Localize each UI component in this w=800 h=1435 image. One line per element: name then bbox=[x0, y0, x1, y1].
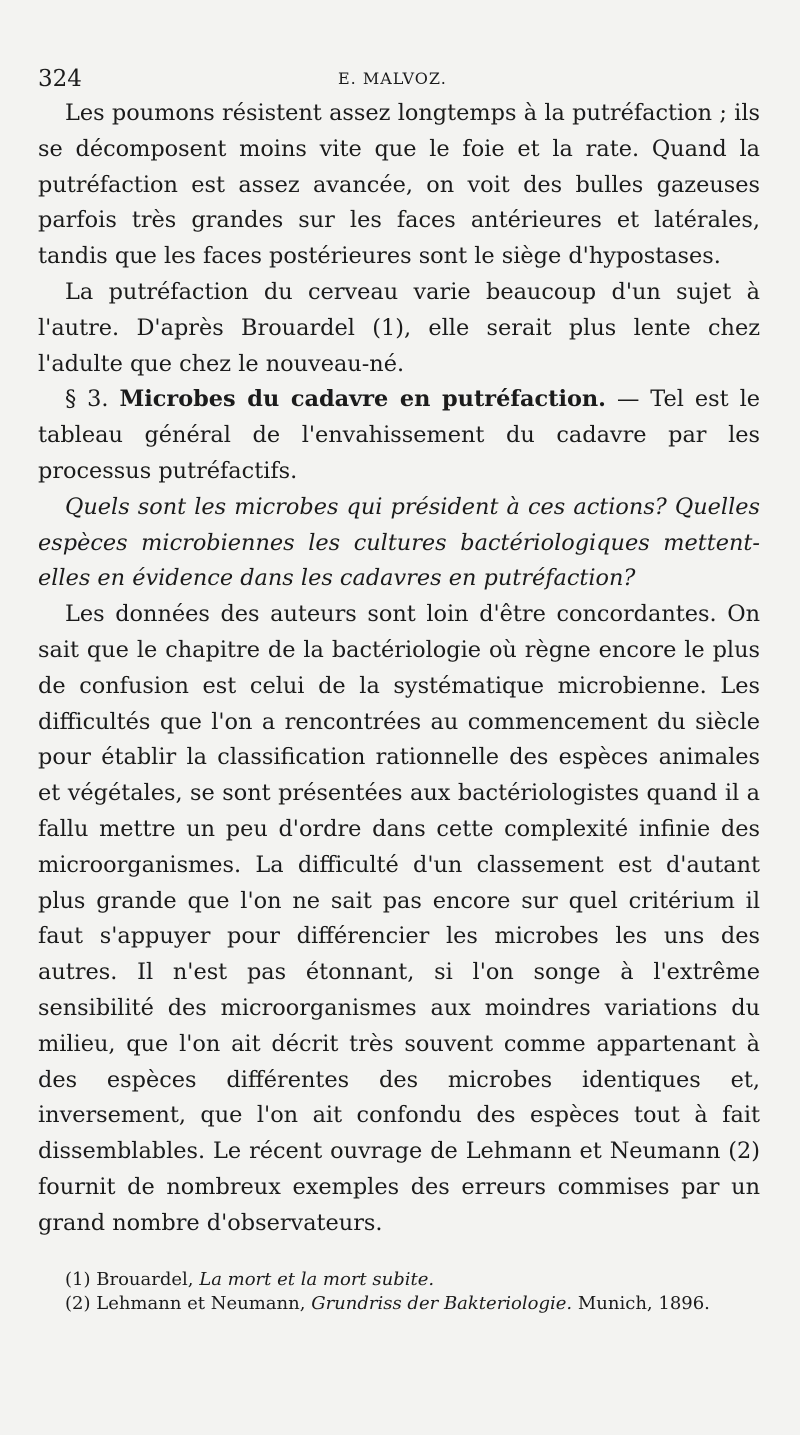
footnotes bbox=[38, 1268, 760, 1316]
footnote-2-author: Lehmann et Neumann, bbox=[96, 1292, 306, 1314]
footnote-1-title: La mort et la mort subite. bbox=[199, 1268, 435, 1290]
page-number: 324 bbox=[38, 66, 82, 92]
section-number: § 3. bbox=[65, 386, 109, 413]
body-text bbox=[38, 96, 760, 1242]
footnote-1-mark: (1) bbox=[65, 1268, 91, 1290]
page-header bbox=[38, 60, 760, 96]
paragraph-brain: La putréfaction du cerveau varie beaucoup d'un sujet à l'autre. D'après Brouardel (1), elle serait plus lente chez l'adulte que chez le nouveau-né. bbox=[38, 278, 760, 377]
footnote-1 bbox=[38, 1268, 760, 1292]
section-title: Microbes du cadavre en putréfaction. bbox=[119, 386, 606, 413]
paragraph-lungs: Les poumons résistent assez longtemps à la putréfaction ; ils se décomposent moins vite que le foie et la rate. Quand la putréfaction est assez avancée, on voit des bulles gazeuses parfois très grandes sur les faces antérieures et latérales, tandis que les faces postérieures sont le siège d'hypostases. bbox=[38, 100, 760, 270]
footnote-2 bbox=[38, 1292, 760, 1316]
running-head: E. MALVOZ. bbox=[338, 69, 447, 88]
paragraph-data: Les données des auteurs sont loin d'être concordantes. On sait que le chapitre de la bactériologie où règne encore le plus de confusion est celui de la systématique microbienne. Les difficultés que l'on a rencontrées au commencement du siècle pour établir la classification rationnelle des espèces animales et végétales, se sont présentées aux bactériologistes quand il a fallu mettre un peu d'ordre dans cette complexité infinie des microorganismes. La difficulté d'un classement est d'autant plus grande que l'on ne sait pas encore sur quel critérium il faut s'appuyer pour différencier les microbes les uns des autres. Il n'est pas étonnant, si l'on songe à l'extrême sensibilité des microorganismes aux moindres variations du milieu, que l'on ait décrit très souvent comme appartenant à des espèces différentes des microbes identiques et, inversement, que l'on ait confondu des espèces tout à fait dissemblables. Le récent ouvrage de Lehmann et Neumann (2) fournit de nombreux exemples des erreurs commises par un grand nombre d'observateurs. bbox=[38, 601, 760, 1236]
section-intro-text: — Tel est le tableau général de l'envahissement du cadavre par les processus putréfactifs. bbox=[38, 386, 760, 484]
paragraph-question: Quels sont les microbes qui président à ces actions? Quelles espèces microbiennes les cultures bactériologiques mettent-elles en évidence dans les cadavres en putréfaction? bbox=[38, 493, 760, 592]
footnote-1-author: Brouardel, bbox=[96, 1268, 194, 1290]
document-page bbox=[38, 60, 760, 1316]
footnote-2-title: Grundriss der Bakteriologie. bbox=[311, 1292, 573, 1314]
paragraph-section-3 bbox=[38, 382, 760, 489]
footnote-2-mark: (2) bbox=[65, 1292, 91, 1314]
footnote-2-place-date: Munich, 1896. bbox=[577, 1292, 710, 1314]
